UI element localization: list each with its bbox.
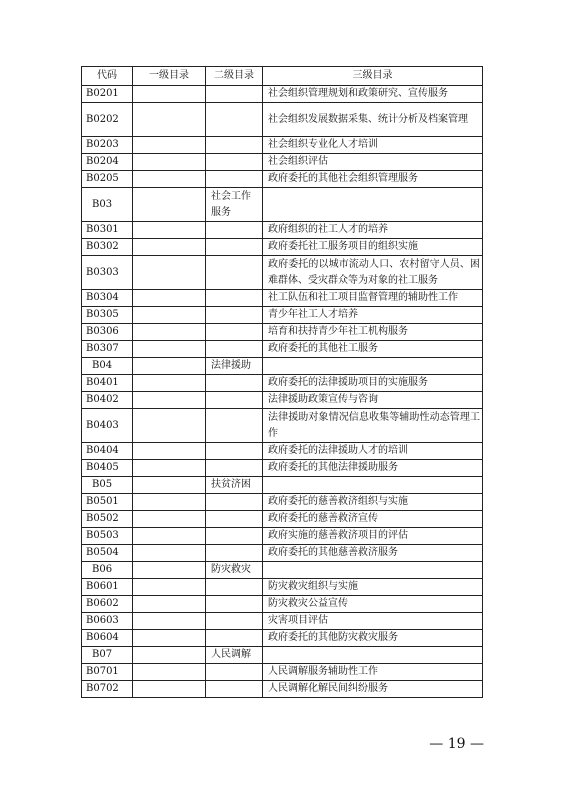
level2-cell bbox=[206, 460, 263, 477]
code-cell: B0305 bbox=[82, 307, 133, 324]
level1-cell bbox=[133, 154, 206, 171]
code-cell: B0401 bbox=[82, 375, 133, 392]
level3-cell: 政府委托的其他法律援助服务 bbox=[263, 460, 483, 477]
level2-cell bbox=[206, 511, 263, 528]
level3-cell: 政府委托社工服务项目的组织实施 bbox=[263, 239, 483, 256]
level2-cell bbox=[206, 494, 263, 511]
table-row bbox=[82, 460, 483, 477]
level3-cell bbox=[263, 562, 483, 579]
level3-cell: 政府委托的其他防灾救灾服务 bbox=[263, 630, 483, 647]
code-cell: B0301 bbox=[82, 222, 133, 239]
header-level3: 三级目录 bbox=[263, 67, 483, 86]
table-row bbox=[82, 375, 483, 392]
level2-cell bbox=[206, 545, 263, 562]
level2-cell bbox=[206, 154, 263, 171]
level2-cell bbox=[206, 86, 263, 103]
level2-cell: 法律援助 bbox=[206, 358, 263, 375]
level3-cell: 社工队伍和社工项目监督管理的辅助性工作 bbox=[263, 290, 483, 307]
level2-cell bbox=[206, 613, 263, 630]
table-row bbox=[82, 443, 483, 460]
level3-cell: 法律援助政策宣传与咨询 bbox=[263, 392, 483, 409]
code-cell: B0204 bbox=[82, 154, 133, 171]
code-cell: B05 bbox=[82, 477, 133, 494]
level2-cell bbox=[206, 137, 263, 154]
code-cell: B07 bbox=[82, 647, 133, 664]
level3-cell: 人民调解化解民间纠纷服务 bbox=[263, 681, 483, 698]
level1-cell bbox=[133, 630, 206, 647]
table-row bbox=[82, 188, 483, 222]
table-row bbox=[82, 307, 483, 324]
level1-cell bbox=[133, 545, 206, 562]
code-cell: B03 bbox=[82, 188, 133, 222]
level3-cell: 社会组织评估 bbox=[263, 154, 483, 171]
level3-cell: 政府委托的慈善救济宣传 bbox=[263, 511, 483, 528]
page-number: — 19 — bbox=[429, 736, 484, 752]
table-row bbox=[82, 137, 483, 154]
level2-cell bbox=[206, 290, 263, 307]
level1-cell bbox=[133, 188, 206, 222]
table-row bbox=[82, 494, 483, 511]
table-row bbox=[82, 630, 483, 647]
level3-cell: 政府委托的其他社会组织管理服务 bbox=[263, 171, 483, 188]
level2-cell bbox=[206, 681, 263, 698]
header-level1: 一级目录 bbox=[133, 67, 206, 86]
level1-cell bbox=[133, 681, 206, 698]
code-cell: B0302 bbox=[82, 239, 133, 256]
table-row bbox=[82, 664, 483, 681]
level3-cell: 社会组织发展数据采集、统计分析及档案管理 bbox=[263, 103, 483, 137]
code-cell: B0304 bbox=[82, 290, 133, 307]
table-row bbox=[82, 86, 483, 103]
page-number-container bbox=[0, 736, 566, 752]
level3-cell bbox=[263, 477, 483, 494]
level3-cell bbox=[263, 647, 483, 664]
table-row bbox=[82, 171, 483, 188]
code-cell: B04 bbox=[82, 358, 133, 375]
code-cell: B0701 bbox=[82, 664, 133, 681]
level2-cell bbox=[206, 630, 263, 647]
code-cell: B0503 bbox=[82, 528, 133, 545]
level1-cell bbox=[133, 647, 206, 664]
table-row bbox=[82, 392, 483, 409]
code-cell: B0202 bbox=[82, 103, 133, 137]
level1-cell bbox=[133, 103, 206, 137]
table-row bbox=[82, 647, 483, 664]
level2-cell bbox=[206, 596, 263, 613]
level1-cell bbox=[133, 137, 206, 154]
code-cell: B0501 bbox=[82, 494, 133, 511]
table-row bbox=[82, 103, 483, 137]
code-cell: B06 bbox=[82, 562, 133, 579]
level2-cell: 防灾救灾 bbox=[206, 562, 263, 579]
table-row bbox=[82, 239, 483, 256]
table-row bbox=[82, 290, 483, 307]
level1-cell bbox=[133, 392, 206, 409]
level2-cell bbox=[206, 528, 263, 545]
level2-cell bbox=[206, 256, 263, 290]
level1-cell bbox=[133, 341, 206, 358]
table-row bbox=[82, 528, 483, 545]
level3-cell: 人民调解服务辅助性工作 bbox=[263, 664, 483, 681]
level1-cell bbox=[133, 579, 206, 596]
level2-cell bbox=[206, 579, 263, 596]
level2-cell: 人民调解 bbox=[206, 647, 263, 664]
level2-cell: 扶贫济困 bbox=[206, 477, 263, 494]
level1-cell bbox=[133, 596, 206, 613]
level3-cell: 防灾救灾组织与实施 bbox=[263, 579, 483, 596]
code-cell: B0601 bbox=[82, 579, 133, 596]
table-header-row bbox=[82, 67, 483, 86]
table-row bbox=[82, 545, 483, 562]
level2-cell bbox=[206, 341, 263, 358]
level1-cell bbox=[133, 562, 206, 579]
level2-cell bbox=[206, 443, 263, 460]
table-body bbox=[82, 86, 483, 698]
level3-cell: 灾害项目评估 bbox=[263, 613, 483, 630]
level1-cell bbox=[133, 443, 206, 460]
level3-cell: 防灾救灾公益宣传 bbox=[263, 596, 483, 613]
code-cell: B0504 bbox=[82, 545, 133, 562]
level2-cell bbox=[206, 239, 263, 256]
level3-cell: 政府委托的慈善救济组织与实施 bbox=[263, 494, 483, 511]
table-row bbox=[82, 409, 483, 443]
level1-cell bbox=[133, 477, 206, 494]
table-row bbox=[82, 681, 483, 698]
level3-cell: 社会组织管理规划和政策研究、宣传服务 bbox=[263, 86, 483, 103]
table-row bbox=[82, 579, 483, 596]
level3-cell: 青少年社工人才培养 bbox=[263, 307, 483, 324]
level1-cell bbox=[133, 375, 206, 392]
code-cell: B0603 bbox=[82, 613, 133, 630]
level2-cell bbox=[206, 664, 263, 681]
code-cell: B0205 bbox=[82, 171, 133, 188]
level1-cell bbox=[133, 256, 206, 290]
table-row bbox=[82, 562, 483, 579]
level1-cell bbox=[133, 222, 206, 239]
level1-cell bbox=[133, 528, 206, 545]
level3-cell: 政府委托的其他慈善救济服务 bbox=[263, 545, 483, 562]
table-row bbox=[82, 477, 483, 494]
catalog-table bbox=[81, 66, 483, 698]
level3-cell bbox=[263, 358, 483, 375]
level1-cell bbox=[133, 290, 206, 307]
table-row bbox=[82, 256, 483, 290]
table-row bbox=[82, 511, 483, 528]
table-row bbox=[82, 358, 483, 375]
level3-cell: 培育和扶持青少年社工机构服务 bbox=[263, 324, 483, 341]
level1-cell bbox=[133, 239, 206, 256]
level2-cell bbox=[206, 171, 263, 188]
level1-cell bbox=[133, 460, 206, 477]
code-cell: B0307 bbox=[82, 341, 133, 358]
level1-cell bbox=[133, 613, 206, 630]
table-row bbox=[82, 341, 483, 358]
code-cell: B0405 bbox=[82, 460, 133, 477]
level1-cell bbox=[133, 358, 206, 375]
level2-cell: 社会工作服务 bbox=[206, 188, 263, 222]
level2-cell bbox=[206, 392, 263, 409]
level2-cell bbox=[206, 307, 263, 324]
code-cell: B0604 bbox=[82, 630, 133, 647]
level1-cell bbox=[133, 664, 206, 681]
level3-cell: 政府委托的法律援助人才的培训 bbox=[263, 443, 483, 460]
level3-cell bbox=[263, 188, 483, 222]
level3-cell: 政府组织的社工人才的培养 bbox=[263, 222, 483, 239]
level3-cell: 政府委托的以城市流动人口、农村留守人员、困难群体、受灾群众等为对象的社工服务 bbox=[263, 256, 483, 290]
level2-cell bbox=[206, 324, 263, 341]
level2-cell bbox=[206, 103, 263, 137]
level1-cell bbox=[133, 86, 206, 103]
level3-cell: 法律援助对象情况信息收集等辅助性动态管理工作 bbox=[263, 409, 483, 443]
code-cell: B0702 bbox=[82, 681, 133, 698]
level1-cell bbox=[133, 409, 206, 443]
code-cell: B0201 bbox=[82, 86, 133, 103]
table-row bbox=[82, 222, 483, 239]
code-cell: B0306 bbox=[82, 324, 133, 341]
header-code: 代码 bbox=[82, 67, 133, 86]
level1-cell bbox=[133, 324, 206, 341]
table-row bbox=[82, 596, 483, 613]
level1-cell bbox=[133, 494, 206, 511]
level2-cell bbox=[206, 409, 263, 443]
table-row bbox=[82, 613, 483, 630]
table-row bbox=[82, 324, 483, 341]
code-cell: B0402 bbox=[82, 392, 133, 409]
code-cell: B0404 bbox=[82, 443, 133, 460]
level3-cell: 政府实施的慈善救济项目的评估 bbox=[263, 528, 483, 545]
header-level2: 二级目录 bbox=[206, 67, 263, 86]
level1-cell bbox=[133, 171, 206, 188]
level3-cell: 政府委托的法律援助项目的实施服务 bbox=[263, 375, 483, 392]
code-cell: B0203 bbox=[82, 137, 133, 154]
code-cell: B0303 bbox=[82, 256, 133, 290]
level2-cell bbox=[206, 375, 263, 392]
code-cell: B0602 bbox=[82, 596, 133, 613]
level3-cell: 社会组织专业化人才培训 bbox=[263, 137, 483, 154]
code-cell: B0403 bbox=[82, 409, 133, 443]
level1-cell bbox=[133, 511, 206, 528]
level3-cell: 政府委托的其他社工服务 bbox=[263, 341, 483, 358]
table-row bbox=[82, 154, 483, 171]
level1-cell bbox=[133, 307, 206, 324]
level2-cell bbox=[206, 222, 263, 239]
code-cell: B0502 bbox=[82, 511, 133, 528]
